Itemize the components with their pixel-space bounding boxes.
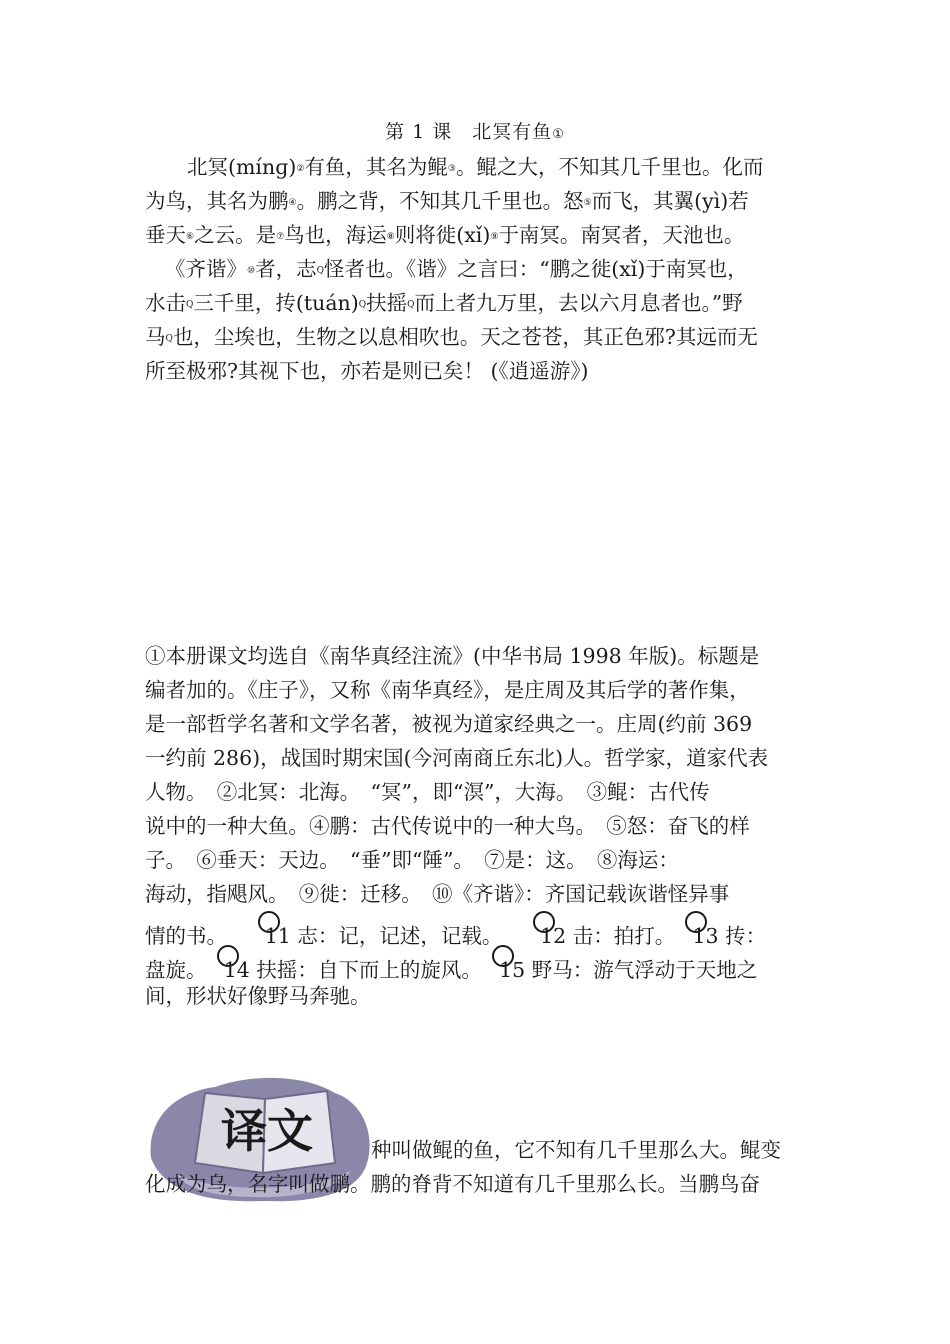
note-line: 子。 ⑥垂天：天边。 “垂”即“陲”。 ⑦是：这。 ⑧海运： [145,848,679,872]
note-mark: ⑤ [583,198,592,208]
lesson-title-text: 第 1 课 北冥有鱼 [385,121,553,143]
text-fragment: 所至极邪?其视下也，亦若是则已矣！ (《逍遥游》) [145,359,589,383]
text-line-5 [145,286,813,320]
text-fragment: 有鱼，其名为鲲 [304,155,448,179]
lesson-title-note-mark: ① [552,127,565,142]
note-mark: Q [165,334,173,344]
note-mark: Q [407,300,415,310]
note-mark: ② [296,164,305,174]
note-number: 14 [223,958,250,982]
text-fragment: 《齐谐》 [165,257,247,281]
text-fragment: 也，尘埃也，生物之以息相吹也。天之苍苍，其正色邪?其远而无 [172,325,758,349]
text-fragment: 则将徙(xǐ) [394,223,491,247]
text-line-6 [145,320,813,354]
note-line: 是一部哲学名著和文学名著，被视为道家经典之一。庄周(约前 369 [145,712,753,736]
note-line-ringed-2 [145,945,813,982]
note-fragment: 盘旋。 [145,958,217,982]
translation-line: 化成为乌，名字叫做鹏。鹏的脊背不知道有几千里那么长。当鹏鸟奋 [145,1172,760,1196]
text-line-3 [145,218,813,252]
note-mark: ④ [288,198,297,208]
note-fragment: 志：记，记述，记载。 [290,924,534,948]
translation-line: 种叫做鲲的鱼，它不知有几千里那么大。鲲变 [371,1138,781,1162]
note-mark: Q [186,300,194,310]
note-number: 11 [264,924,291,948]
note-line: 人物。 ②北冥：北海。 “冥”，即“溟”，大海。 ③鲲：古代传 [145,780,710,804]
text-fragment: 而上者九万里，去以六月息者也。”野 [414,291,743,315]
note-number: 15 [499,958,526,982]
note-line: 海动，指飓风。 ⑨徙：迁移。 ⑩《齐谐》：齐国记载诙谐怪异事 [145,882,730,906]
note-mark: ⑧ [386,232,395,242]
note-line: ①本册课文均选自《南华真经注流》(中华书局 1998 年版)。标题是 [145,644,760,668]
note-mark: ③ [447,164,456,174]
note-fragment: 抟： [718,924,767,948]
text-fragment: 于南冥。南冥者，天池也。 [498,223,745,247]
note-mark: Q [316,266,324,276]
note-mark: ⑩ [247,266,256,276]
note-mark: ⑦ [276,232,285,242]
note-line: 说中的一种大鱼。④鹏：古代传说中的一种大鸟。 ⑤怒：奋飞的样 [145,814,750,838]
text-fragment: 怪者也。《谐》之言曰：“鹏之徙(xǐ)于南冥也， [323,257,748,281]
text-fragment: 水击 [145,291,186,315]
note-line: 一约前 286)，战国时期宋国(今河南商丘东北)人。哲学家，道家代表 [145,746,769,770]
text-fragment: 垂天 [145,223,186,247]
note-mark: Q [358,300,367,310]
note-line: 编者加的。《庄子》，又称《南华真经》，是庄周及其后学的著作集， [145,678,750,702]
text-fragment: 马 [145,325,166,349]
note-fragment: 情的书。 [145,924,258,948]
note-line: 间，形状好像野马奔驰。 [145,984,371,1008]
note-fragment: 击：拍打。 [566,924,686,948]
annotations [145,639,813,1013]
text-line-2 [145,184,813,218]
text-fragment: 三千里，抟(tuán) [193,291,359,315]
note-number: 13 [692,924,719,948]
text-line-7 [145,354,813,388]
note-mark: ⑨ [490,232,499,242]
text-fragment: 之云。是 [194,223,277,247]
text-line-4 [145,252,813,286]
note-fragment: 野马：游气浮动于天地之 [525,958,758,982]
note-fragment: 扶摇：自下而上的旋风。 [249,958,493,982]
translation-text [145,1133,813,1201]
classical-text [145,150,813,388]
text-fragment: 而飞，其翼(yì)若 [591,189,749,213]
text-fragment: 者，志 [255,257,317,281]
text-fragment: 北冥(mínɡ) [187,155,297,179]
text-fragment: 鸟也，海运 [284,223,387,247]
note-line-ringed-1 [145,911,813,948]
lesson-title [0,117,950,144]
note-mark: ⑥ [186,232,195,242]
note-number: 12 [540,924,567,948]
text-fragment: 扶摇 [366,291,408,315]
text-fragment: 为鸟，其名为鹏 [145,189,289,213]
text-line-1 [145,150,813,184]
text-fragment: 。鲲之大，不知其几千里也。化而 [455,155,764,179]
text-fragment: 。鹏之背，不知其几千里也。怒 [296,189,584,213]
banner-title: 译文 [221,1104,313,1158]
